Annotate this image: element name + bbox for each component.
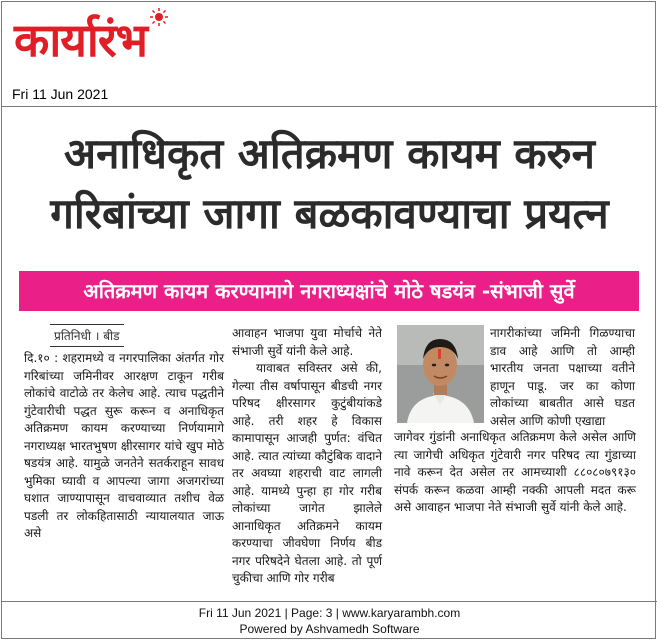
publication-logo: कार्यारंभ: [14, 13, 147, 67]
headline-line-2: गरिबांच्या जागा बळकावण्याचा प्रयत्न: [50, 189, 609, 238]
subheadline-banner: अतिक्रमण कायम करण्यामागे नगराध्यक्षांचे मोठे षडयंत्र -संभाजी सुर्वे: [19, 271, 639, 311]
article-headline: [22, 126, 637, 242]
divider: [2, 601, 657, 602]
article-column-3-bottom: [394, 429, 636, 517]
divider: [2, 106, 657, 107]
headline-line-1: अनाधिकृत अतिक्रमण कायम करुन: [64, 129, 595, 178]
paragraph: यावाबत सविस्तर असे की, गेल्या तीस वर्षापासून बीडची नगर परिषद क्षीरसागर कुटुंबीयांकडे आहे. तरी शहर हे विकास कामापासून आजही पुर्णत: वंचित आहे. त्यात त्यांच्या कौटुंबिक वादाने तर अवघ्या शहराची वाट लागली आहे. यामध्ये पुन्हा हा गोर गरीब लोकांच्या जागेत झालेले आनाधिकृत अतिक्रमने कायम करण्याचा जीवघेणा निर्णय बीड नगर परिषदेने घेतला आहे. तो पूर्ण चुकीचा आणि गोर गरीब: [232, 361, 382, 585]
paragraph: आवाहन भाजपा युवा मोर्चाचे नेते संभाजी सुर्वे यांनी केले आहे.: [232, 326, 382, 358]
newspaper-clipping: [1, 1, 656, 639]
paragraph: जागेवर गुंडांनी अनाधिकृत अतिक्रमण केले असेल आणि त्या जागेची अधिकृत गुंटेवारी नगर परिषद त्या गुंडाच्या नावे करून देत असेल तर आमच्याशी ८८०८०७९१३० संपर्क करून कळवा आम्ही नक्की आपली मदत करू असे आवाहन भाजपा नेते संभाजी सुर्वे यांनी केले आहे.: [394, 430, 636, 514]
sun-icon: [150, 8, 168, 26]
paragraph: नागरीकांच्या जमिनी गिळण्याचा डाव आहे आणि तो आम्ही भारतीय जनता पक्षाच्या वतीने हाणून पाडू. जर का कोणा लोकांच्या बाबतीत आसे घडत असेल आणि कोणी एखाद्या: [490, 326, 635, 428]
publication-date: Fri 11 Jun 2021: [12, 86, 109, 102]
paragraph: दि.१० : शहरामध्ये व नगरपालिका अंतर्गत गोर गरिबांच्या जमिनीवर आरक्षण टाकून गरीब लोकांचे वाटोळे तर केलेच आहे. त्याच पद्धतीने गुंटेवारीची पद्धत सुरू करून व अनाधिकृत अतिक्रमण कायम करण्याच्या निर्णयामागे नगराध्यक्ष भारतभुषण क्षीरसागर यांचे खुप मोठे षडयंत्र आहे. यामुळे जनतेने सतर्कराहून सावध भुमिका घ्यावी व आपल्या जागा अजगरांच्या घशात जाण्यापासून वाचवाव्यात तशीच वेळ पडली तर लोकहितासाठी न्यायालयात जाऊ असे: [24, 351, 224, 540]
page-header: [2, 2, 657, 107]
article-column-1: [24, 350, 224, 543]
article-column-3-top: [490, 325, 635, 430]
footer-powered-by: Powered by Ashvamedh Software: [239, 622, 420, 636]
footer-source-line: Fri 11 Jun 2021 | Page: 3 | www.karyarambh.com: [198, 606, 461, 620]
byline: प्रतिनिधी । बीड: [50, 324, 124, 347]
person-photo: [397, 325, 484, 423]
article-column-2: [232, 325, 382, 588]
